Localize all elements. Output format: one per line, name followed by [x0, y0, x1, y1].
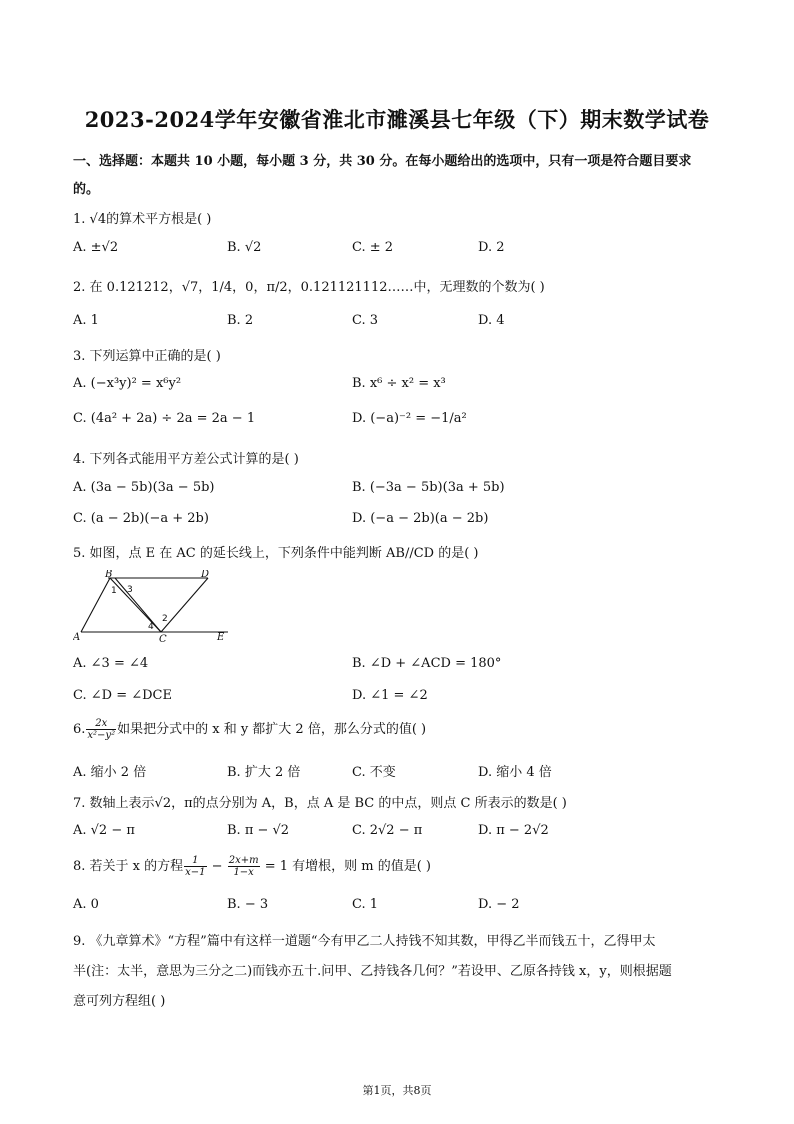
question-8-option-a: A. 0 [73, 897, 99, 912]
page-title: 2023-2024学年安徽省淮北市濉溪县七年级（下）期末数学试卷 [84, 107, 710, 132]
question-8-fraction-2 [228, 855, 260, 878]
question-1-option-d: D. 2 [478, 240, 505, 255]
line-cd [161, 578, 208, 632]
question-5-option-d: D. ∠1 = ∠2 [352, 688, 428, 703]
question-2-option-d: D. 4 [478, 313, 505, 328]
question-6-option-c: C. 不变 [352, 765, 396, 780]
label-c: C [159, 634, 167, 642]
question-3-stem: 3. 下列运算中正确的是( ) [73, 349, 221, 364]
question-1-option-c: C. ± 2 [352, 240, 394, 255]
fraction-denominator: x−1 [185, 867, 206, 878]
question-3-option-a: A. (−x³y)² = x⁶y² [73, 376, 182, 391]
label-e: E [217, 632, 225, 642]
question-4-option-c: C. (a − 2b)(−a + 2b) [73, 511, 209, 526]
label-a: A [73, 632, 81, 642]
question-2-option-a: A. 1 [73, 313, 99, 328]
question-7-option-c: C. 2√2 − π [352, 823, 423, 838]
question-5-option-b: B. ∠D + ∠ACD = 180° [352, 656, 502, 671]
fraction-numerator: 2x+m [228, 855, 259, 866]
question-6-number: 6. [73, 722, 86, 737]
question-6-option-a: A. 缩小 2 倍 [73, 765, 147, 780]
question-3-option-d: D. (−a)⁻² = −1/a² [352, 411, 467, 426]
angle-1: 1 [111, 586, 117, 596]
angle-4: 4 [148, 622, 154, 632]
minus-sign: − [207, 859, 227, 874]
question-7-option-b: B. π − √2 [227, 823, 290, 838]
question-6-fraction [86, 718, 116, 741]
question-5-figure [73, 570, 238, 642]
question-1-option-a: A. ±√2 [73, 240, 119, 255]
question-1-stem: 1. √4的算术平方根是( ) [73, 212, 212, 227]
question-5-option-c: C. ∠D = ∠DCE [73, 688, 172, 703]
angle-2: 2 [162, 614, 168, 624]
line-cb2 [115, 578, 161, 632]
question-3-option-b: B. x⁶ ÷ x² = x³ [352, 376, 446, 391]
label-b: B [105, 570, 113, 580]
question-2-option-c: C. 3 [352, 313, 379, 328]
line-ab [81, 578, 110, 632]
question-6-option-b: B. 扩大 2 倍 [227, 765, 301, 780]
question-8-option-c: C. 1 [352, 897, 379, 912]
question-4-option-a: A. (3a − 5b)(3a − 5b) [73, 480, 215, 495]
question-7-option-d: D. π − 2√2 [478, 823, 549, 838]
question-8-text-post: = 1 有增根，则 m 的值是( ) [260, 859, 432, 874]
question-8-option-b: B. − 3 [227, 897, 269, 912]
question-5-stem: 5. 如图，点 E 在 AC 的延长线上，下列条件中能判断 AB//CD 的是( ) [73, 546, 479, 561]
section-heading-cont: 的。 [73, 182, 100, 197]
question-8-stem [73, 855, 431, 878]
question-9-line-2: 半(注：太半，意思为三分之二)而钱亦五十.问甲、乙持钱各几何？”若设甲、乙原各持钱 x，y，则根据题 [73, 964, 672, 979]
fraction-denominator: 1−x [233, 867, 254, 878]
label-d: D [201, 570, 210, 580]
question-6-stem [73, 718, 426, 741]
question-3-option-c: C. (4a² + 2a) ÷ 2a = 2a − 1 [73, 411, 256, 426]
question-4-option-d: D. (−a − 2b)(a − 2b) [352, 511, 489, 526]
question-4-option-b: B. (−3a − 5b)(3a + 5b) [352, 480, 505, 495]
question-2-stem: 2. 在 0.121212，√7，1/4，0，π/2，0.121121112……中，无理数的个数为( ) [73, 280, 545, 295]
question-4-stem: 4. 下列各式能用平方差公式计算的是( ) [73, 452, 299, 467]
fraction-numerator: 1 [184, 855, 206, 867]
question-9-line-1: 9. 《九章算术》“方程”篇中有这样一道题“今有甲乙二人持钱不知其数，甲得乙半而钱五十，乙得甲太 [73, 934, 656, 949]
fraction-denominator: x²−y² [87, 730, 116, 741]
question-7-option-a: A. √2 − π [73, 823, 135, 838]
question-8-text-pre: 8. 若关于 x 的方程 [73, 859, 184, 874]
question-6-text: 如果把分式中的 x 和 y 都扩大 2 倍，那么分式的值( ) [117, 722, 427, 737]
question-7-stem: 7. 数轴上表示√2，π的点分别为 A，B，点 A 是 BC 的中点，则点 C 所表示的数是( ) [73, 796, 567, 811]
question-6-option-d: D. 缩小 4 倍 [478, 765, 552, 780]
question-8-option-d: D. − 2 [478, 897, 520, 912]
question-1-option-b: B. √2 [227, 240, 262, 255]
question-8-fraction-1 [184, 855, 206, 878]
question-9-line-3: 意可列方程组( ) [73, 994, 166, 1009]
section-heading: 一、选择题：本题共 10 小题，每小题 3 分，共 30 分。在每小题给出的选项中，只有一项是符合题目要求 [73, 154, 692, 169]
question-2-option-b: B. 2 [227, 313, 254, 328]
angle-3: 3 [127, 585, 133, 595]
page-footer: 第1页，共8页 [362, 1084, 432, 1097]
fraction-numerator: 2x [86, 718, 116, 730]
question-5-option-a: A. ∠3 = ∠4 [73, 656, 149, 671]
